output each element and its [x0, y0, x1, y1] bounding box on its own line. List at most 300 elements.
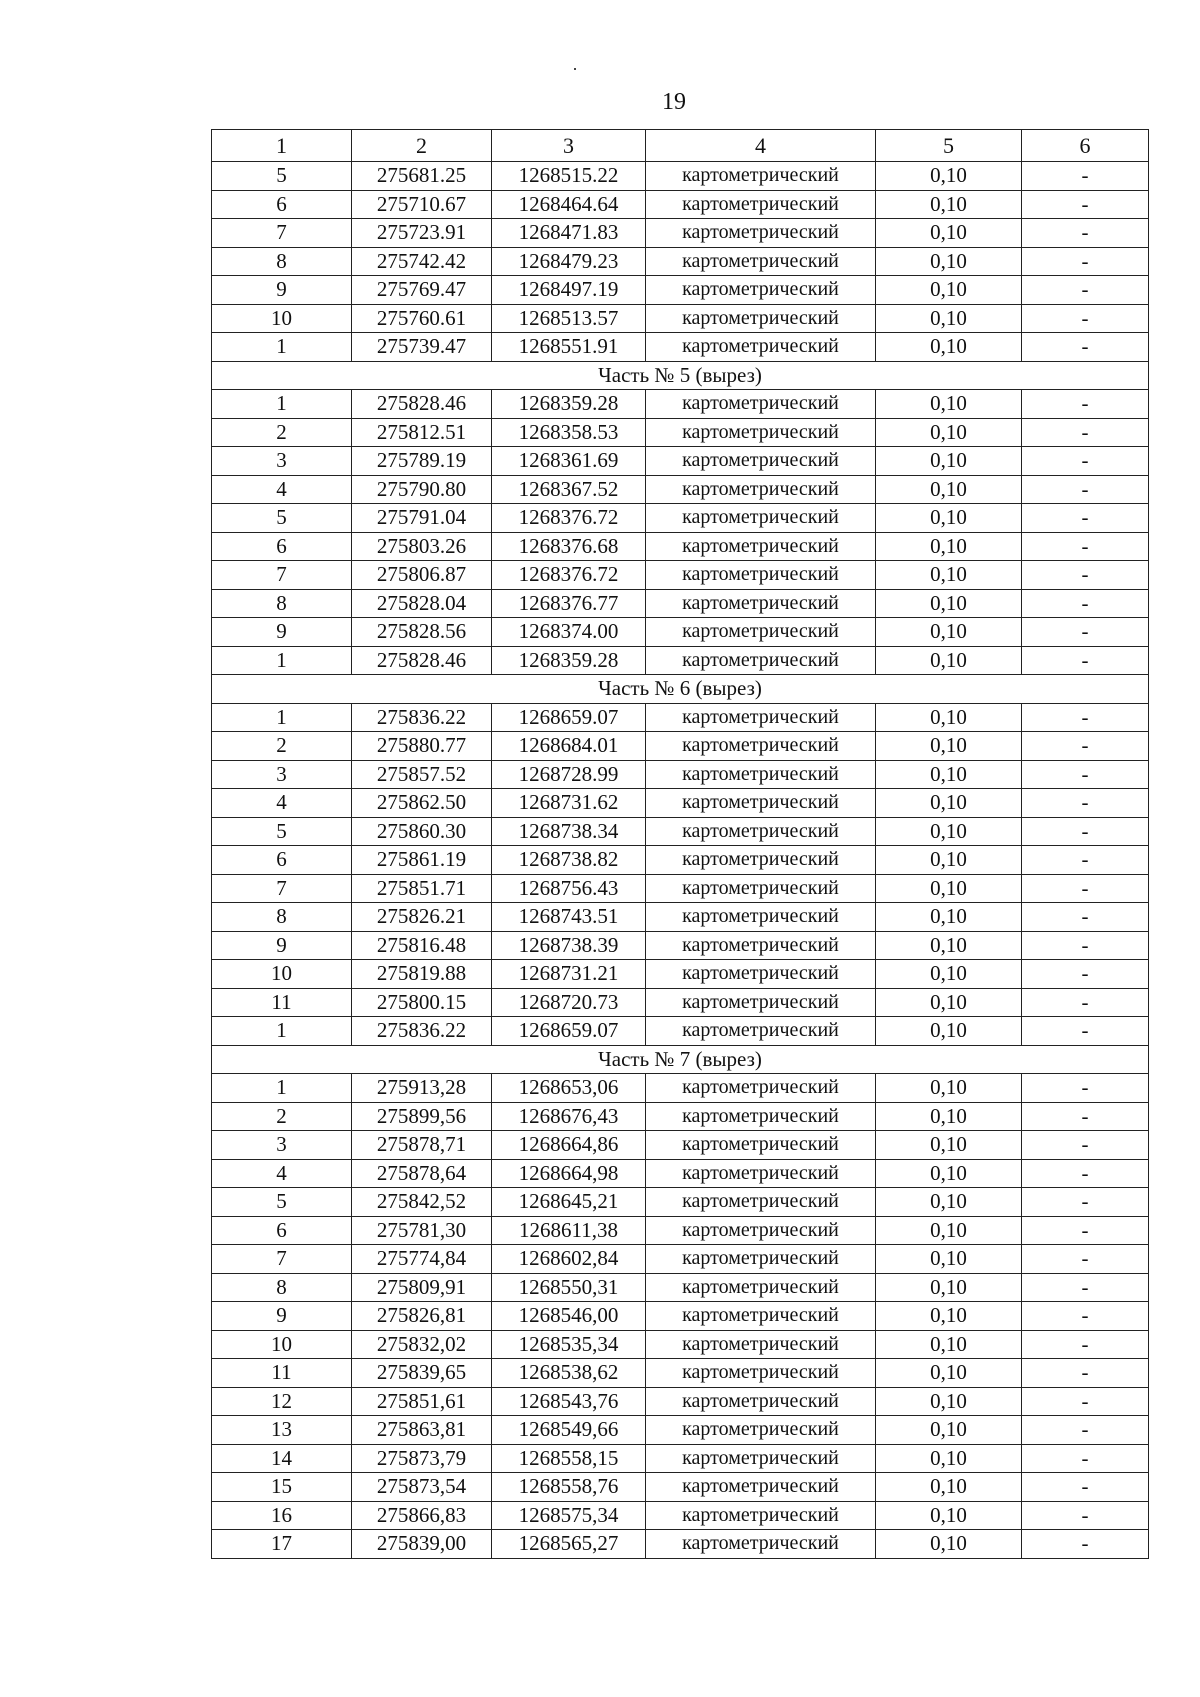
point-number-cell: 9: [212, 931, 352, 960]
method-cell: картометрический: [646, 219, 876, 248]
table-row: [212, 874, 1149, 903]
section-title: Часть № 7 (вырез): [212, 1045, 1149, 1074]
y-coordinate-cell: 1268659.07: [492, 703, 646, 732]
point-number-cell: 7: [212, 874, 352, 903]
point-number-cell: 3: [212, 447, 352, 476]
x-coordinate-cell: 275791.04: [352, 504, 492, 533]
method-cell: картометрический: [646, 1131, 876, 1160]
table-row: [212, 1216, 1149, 1245]
accuracy-cell: 0,10: [876, 789, 1022, 818]
description-cell: -: [1022, 1017, 1149, 1046]
table-row: [212, 162, 1149, 191]
x-coordinate-cell: 275873,79: [352, 1444, 492, 1473]
x-coordinate-cell: 275851.71: [352, 874, 492, 903]
x-coordinate-cell: 275742.42: [352, 247, 492, 276]
method-cell: картометрический: [646, 276, 876, 305]
point-number-cell: 16: [212, 1501, 352, 1530]
point-number-cell: 5: [212, 1188, 352, 1217]
x-coordinate-cell: 275812.51: [352, 418, 492, 447]
y-coordinate-cell: 1268464.64: [492, 190, 646, 219]
point-number-cell: 8: [212, 589, 352, 618]
description-cell: -: [1022, 447, 1149, 476]
description-cell: -: [1022, 874, 1149, 903]
table-row: [212, 1159, 1149, 1188]
table-row: [212, 1359, 1149, 1388]
x-coordinate-cell: 275861.19: [352, 846, 492, 875]
point-number-cell: 13: [212, 1416, 352, 1445]
table-row: [212, 618, 1149, 647]
table-row: [212, 475, 1149, 504]
point-number-cell: 7: [212, 1245, 352, 1274]
table-row: [212, 190, 1149, 219]
header-cell: 3: [492, 130, 646, 162]
x-coordinate-cell: 275828.46: [352, 390, 492, 419]
table-row: [212, 418, 1149, 447]
table-row: [212, 1416, 1149, 1445]
y-coordinate-cell: 1268543,76: [492, 1387, 646, 1416]
table-row: [212, 247, 1149, 276]
x-coordinate-cell: 275826,81: [352, 1302, 492, 1331]
x-coordinate-cell: 275913,28: [352, 1074, 492, 1103]
accuracy-cell: 0,10: [876, 1102, 1022, 1131]
y-coordinate-cell: 1268731.21: [492, 960, 646, 989]
y-coordinate-cell: 1268551.91: [492, 333, 646, 362]
point-number-cell: 8: [212, 903, 352, 932]
point-number-cell: 11: [212, 988, 352, 1017]
point-number-cell: 5: [212, 162, 352, 191]
y-coordinate-cell: 1268728.99: [492, 760, 646, 789]
y-coordinate-cell: 1268361.69: [492, 447, 646, 476]
description-cell: -: [1022, 646, 1149, 675]
description-cell: -: [1022, 1273, 1149, 1302]
x-coordinate-cell: 275781,30: [352, 1216, 492, 1245]
description-cell: -: [1022, 1131, 1149, 1160]
accuracy-cell: 0,10: [876, 561, 1022, 590]
method-cell: картометрический: [646, 1273, 876, 1302]
x-coordinate-cell: 275866,83: [352, 1501, 492, 1530]
y-coordinate-cell: 1268743.51: [492, 903, 646, 932]
y-coordinate-cell: 1268479.23: [492, 247, 646, 276]
point-number-cell: 5: [212, 504, 352, 533]
accuracy-cell: 0,10: [876, 532, 1022, 561]
point-number-cell: 1: [212, 333, 352, 362]
table-row: [212, 532, 1149, 561]
accuracy-cell: 0,10: [876, 504, 1022, 533]
x-coordinate-cell: 275873,54: [352, 1473, 492, 1502]
y-coordinate-cell: 1268513.57: [492, 304, 646, 333]
method-cell: картометрический: [646, 561, 876, 590]
header-cell: 1: [212, 130, 352, 162]
y-coordinate-cell: 1268653,06: [492, 1074, 646, 1103]
table-row: [212, 589, 1149, 618]
section-title: Часть № 6 (вырез): [212, 675, 1149, 704]
x-coordinate-cell: 275836.22: [352, 703, 492, 732]
description-cell: -: [1022, 732, 1149, 761]
description-cell: -: [1022, 219, 1149, 248]
table-row: [212, 1017, 1149, 1046]
point-number-cell: 8: [212, 247, 352, 276]
table-row: [212, 903, 1149, 932]
y-coordinate-cell: 1268374.00: [492, 618, 646, 647]
accuracy-cell: 0,10: [876, 903, 1022, 932]
table-row: [212, 304, 1149, 333]
point-number-cell: 8: [212, 1273, 352, 1302]
accuracy-cell: 0,10: [876, 1473, 1022, 1502]
page-number: 19: [662, 89, 686, 115]
point-number-cell: 1: [212, 1017, 352, 1046]
table-row: [212, 276, 1149, 305]
description-cell: -: [1022, 247, 1149, 276]
point-number-cell: 6: [212, 532, 352, 561]
description-cell: -: [1022, 561, 1149, 590]
x-coordinate-cell: 275862.50: [352, 789, 492, 818]
table-row: [212, 1330, 1149, 1359]
description-cell: -: [1022, 1359, 1149, 1388]
accuracy-cell: 0,10: [876, 1387, 1022, 1416]
description-cell: -: [1022, 333, 1149, 362]
y-coordinate-cell: 1268376.72: [492, 561, 646, 590]
x-coordinate-cell: 275769.47: [352, 276, 492, 305]
y-coordinate-cell: 1268575,34: [492, 1501, 646, 1530]
y-coordinate-cell: 1268535,34: [492, 1330, 646, 1359]
accuracy-cell: 0,10: [876, 618, 1022, 647]
accuracy-cell: 0,10: [876, 1017, 1022, 1046]
description-cell: -: [1022, 988, 1149, 1017]
point-number-cell: 6: [212, 846, 352, 875]
table-row: [212, 1102, 1149, 1131]
section-title-row: [212, 675, 1149, 704]
method-cell: картометрический: [646, 903, 876, 932]
point-number-cell: 6: [212, 190, 352, 219]
point-number-cell: 2: [212, 732, 352, 761]
table-row: [212, 960, 1149, 989]
method-cell: картометрический: [646, 618, 876, 647]
description-cell: -: [1022, 1473, 1149, 1502]
y-coordinate-cell: 1268731.62: [492, 789, 646, 818]
header-cell: 5: [876, 130, 1022, 162]
y-coordinate-cell: 1268549,66: [492, 1416, 646, 1445]
header-cell: 4: [646, 130, 876, 162]
accuracy-cell: 0,10: [876, 960, 1022, 989]
method-cell: картометрический: [646, 1501, 876, 1530]
description-cell: -: [1022, 1188, 1149, 1217]
method-cell: картометрический: [646, 190, 876, 219]
accuracy-cell: 0,10: [876, 732, 1022, 761]
accuracy-cell: 0,10: [876, 1273, 1022, 1302]
table-row: [212, 703, 1149, 732]
description-cell: -: [1022, 276, 1149, 305]
accuracy-cell: 0,10: [876, 1245, 1022, 1274]
point-number-cell: 9: [212, 1302, 352, 1331]
method-cell: картометрический: [646, 1102, 876, 1131]
accuracy-cell: 0,10: [876, 333, 1022, 362]
x-coordinate-cell: 275789.19: [352, 447, 492, 476]
point-number-cell: 11: [212, 1359, 352, 1388]
method-cell: картометрический: [646, 1302, 876, 1331]
method-cell: картометрический: [646, 646, 876, 675]
description-cell: -: [1022, 789, 1149, 818]
method-cell: картометрический: [646, 475, 876, 504]
accuracy-cell: 0,10: [876, 447, 1022, 476]
accuracy-cell: 0,10: [876, 846, 1022, 875]
table-row: [212, 1245, 1149, 1274]
point-number-cell: 14: [212, 1444, 352, 1473]
method-cell: картометрический: [646, 732, 876, 761]
method-cell: картометрический: [646, 1416, 876, 1445]
method-cell: картометрический: [646, 447, 876, 476]
table-row: [212, 760, 1149, 789]
description-cell: -: [1022, 1530, 1149, 1559]
y-coordinate-cell: 1268738.39: [492, 931, 646, 960]
x-coordinate-cell: 275774,84: [352, 1245, 492, 1274]
accuracy-cell: 0,10: [876, 760, 1022, 789]
description-cell: -: [1022, 1302, 1149, 1331]
description-cell: -: [1022, 760, 1149, 789]
x-coordinate-cell: 275878,64: [352, 1159, 492, 1188]
x-coordinate-cell: 275760.61: [352, 304, 492, 333]
description-cell: -: [1022, 618, 1149, 647]
accuracy-cell: 0,10: [876, 646, 1022, 675]
x-coordinate-cell: 275839,65: [352, 1359, 492, 1388]
accuracy-cell: 0,10: [876, 475, 1022, 504]
description-cell: -: [1022, 1387, 1149, 1416]
method-cell: картометрический: [646, 817, 876, 846]
description-cell: -: [1022, 1216, 1149, 1245]
table-row: [212, 646, 1149, 675]
method-cell: картометрический: [646, 1074, 876, 1103]
method-cell: картометрический: [646, 1245, 876, 1274]
y-coordinate-cell: 1268367.52: [492, 475, 646, 504]
y-coordinate-cell: 1268738.34: [492, 817, 646, 846]
description-cell: -: [1022, 190, 1149, 219]
method-cell: картометрический: [646, 1530, 876, 1559]
method-cell: картометрический: [646, 304, 876, 333]
method-cell: картометрический: [646, 162, 876, 191]
accuracy-cell: 0,10: [876, 190, 1022, 219]
point-number-cell: 6: [212, 1216, 352, 1245]
table-row: [212, 846, 1149, 875]
description-cell: -: [1022, 1074, 1149, 1103]
description-cell: -: [1022, 960, 1149, 989]
y-coordinate-cell: 1268664,98: [492, 1159, 646, 1188]
x-coordinate-cell: 275880.77: [352, 732, 492, 761]
table-row: [212, 1530, 1149, 1559]
x-coordinate-cell: 275863,81: [352, 1416, 492, 1445]
point-number-cell: 1: [212, 390, 352, 419]
coordinates-table: [211, 129, 1149, 1559]
x-coordinate-cell: 275851,61: [352, 1387, 492, 1416]
point-number-cell: 9: [212, 618, 352, 647]
y-coordinate-cell: 1268358.53: [492, 418, 646, 447]
method-cell: картометрический: [646, 960, 876, 989]
y-coordinate-cell: 1268376.68: [492, 532, 646, 561]
point-number-cell: 17: [212, 1530, 352, 1559]
x-coordinate-cell: 275826.21: [352, 903, 492, 932]
accuracy-cell: 0,10: [876, 589, 1022, 618]
accuracy-cell: 0,10: [876, 1188, 1022, 1217]
y-coordinate-cell: 1268602,84: [492, 1245, 646, 1274]
y-coordinate-cell: 1268515.22: [492, 162, 646, 191]
point-number-cell: 7: [212, 219, 352, 248]
method-cell: картометрический: [646, 703, 876, 732]
table-row: [212, 1444, 1149, 1473]
y-coordinate-cell: 1268376.77: [492, 589, 646, 618]
y-coordinate-cell: 1268676,43: [492, 1102, 646, 1131]
method-cell: картометрический: [646, 504, 876, 533]
description-cell: -: [1022, 304, 1149, 333]
point-number-cell: 4: [212, 789, 352, 818]
x-coordinate-cell: 275723.91: [352, 219, 492, 248]
accuracy-cell: 0,10: [876, 1530, 1022, 1559]
accuracy-cell: 0,10: [876, 1131, 1022, 1160]
point-number-cell: 4: [212, 1159, 352, 1188]
x-coordinate-cell: 275681.25: [352, 162, 492, 191]
y-coordinate-cell: 1268756.43: [492, 874, 646, 903]
point-number-cell: 4: [212, 475, 352, 504]
table-row: [212, 1273, 1149, 1302]
description-cell: -: [1022, 162, 1149, 191]
y-coordinate-cell: 1268546,00: [492, 1302, 646, 1331]
y-coordinate-cell: 1268659.07: [492, 1017, 646, 1046]
y-coordinate-cell: 1268664,86: [492, 1131, 646, 1160]
method-cell: картометрический: [646, 532, 876, 561]
y-coordinate-cell: 1268359.28: [492, 390, 646, 419]
description-cell: -: [1022, 1159, 1149, 1188]
description-cell: -: [1022, 475, 1149, 504]
description-cell: -: [1022, 817, 1149, 846]
y-coordinate-cell: 1268359.28: [492, 646, 646, 675]
description-cell: -: [1022, 532, 1149, 561]
table-row: [212, 561, 1149, 590]
method-cell: картометрический: [646, 760, 876, 789]
point-number-cell: 3: [212, 1131, 352, 1160]
y-coordinate-cell: 1268538,62: [492, 1359, 646, 1388]
x-coordinate-cell: 275819.88: [352, 960, 492, 989]
x-coordinate-cell: 275832,02: [352, 1330, 492, 1359]
x-coordinate-cell: 275790.80: [352, 475, 492, 504]
description-cell: -: [1022, 418, 1149, 447]
method-cell: картометрический: [646, 390, 876, 419]
y-coordinate-cell: 1268738.82: [492, 846, 646, 875]
x-coordinate-cell: 275828.04: [352, 589, 492, 618]
accuracy-cell: 0,10: [876, 219, 1022, 248]
method-cell: картометрический: [646, 1387, 876, 1416]
x-coordinate-cell: 275809,91: [352, 1273, 492, 1302]
table-row: [212, 732, 1149, 761]
point-number-cell: 1: [212, 703, 352, 732]
table-row: [212, 219, 1149, 248]
method-cell: картометрический: [646, 247, 876, 276]
y-coordinate-cell: 1268550,31: [492, 1273, 646, 1302]
table-row: [212, 1131, 1149, 1160]
y-coordinate-cell: 1268684.01: [492, 732, 646, 761]
method-cell: картометрический: [646, 589, 876, 618]
method-cell: картометрический: [646, 1159, 876, 1188]
accuracy-cell: 0,10: [876, 304, 1022, 333]
description-cell: -: [1022, 504, 1149, 533]
method-cell: картометрический: [646, 874, 876, 903]
y-coordinate-cell: 1268471.83: [492, 219, 646, 248]
x-coordinate-cell: 275828.56: [352, 618, 492, 647]
table-row: [212, 1387, 1149, 1416]
accuracy-cell: 0,10: [876, 162, 1022, 191]
y-coordinate-cell: 1268558,76: [492, 1473, 646, 1502]
description-cell: -: [1022, 390, 1149, 419]
y-coordinate-cell: 1268611,38: [492, 1216, 646, 1245]
method-cell: картометрический: [646, 1444, 876, 1473]
table-row: [212, 1302, 1149, 1331]
accuracy-cell: 0,10: [876, 1074, 1022, 1103]
method-cell: картометрический: [646, 333, 876, 362]
x-coordinate-cell: 275803.26: [352, 532, 492, 561]
method-cell: картометрический: [646, 418, 876, 447]
method-cell: картометрический: [646, 988, 876, 1017]
point-number-cell: 10: [212, 304, 352, 333]
x-coordinate-cell: 275806.87: [352, 561, 492, 590]
header-cell: 6: [1022, 130, 1149, 162]
y-coordinate-cell: 1268645,21: [492, 1188, 646, 1217]
x-coordinate-cell: 275842,52: [352, 1188, 492, 1217]
table-row: [212, 817, 1149, 846]
table-row: [212, 931, 1149, 960]
section-title: Часть № 5 (вырез): [212, 361, 1149, 390]
accuracy-cell: 0,10: [876, 1216, 1022, 1245]
section-title-row: [212, 361, 1149, 390]
accuracy-cell: 0,10: [876, 1444, 1022, 1473]
x-coordinate-cell: 275899,56: [352, 1102, 492, 1131]
point-number-cell: 1: [212, 1074, 352, 1103]
accuracy-cell: 0,10: [876, 276, 1022, 305]
point-number-cell: 2: [212, 418, 352, 447]
method-cell: картометрический: [646, 1330, 876, 1359]
table-row: [212, 333, 1149, 362]
scan-speck: [574, 68, 576, 70]
accuracy-cell: 0,10: [876, 931, 1022, 960]
description-cell: -: [1022, 931, 1149, 960]
description-cell: -: [1022, 1245, 1149, 1274]
coordinates-table-body: [212, 130, 1149, 1559]
method-cell: картометрический: [646, 931, 876, 960]
description-cell: -: [1022, 1444, 1149, 1473]
x-coordinate-cell: 275878,71: [352, 1131, 492, 1160]
x-coordinate-cell: 275828.46: [352, 646, 492, 675]
method-cell: картометрический: [646, 1473, 876, 1502]
y-coordinate-cell: 1268720.73: [492, 988, 646, 1017]
point-number-cell: 3: [212, 760, 352, 789]
table-header-row: [212, 130, 1149, 162]
method-cell: картометрический: [646, 1188, 876, 1217]
y-coordinate-cell: 1268565,27: [492, 1530, 646, 1559]
header-cell: 2: [352, 130, 492, 162]
point-number-cell: 2: [212, 1102, 352, 1131]
x-coordinate-cell: 275860.30: [352, 817, 492, 846]
x-coordinate-cell: 275710.67: [352, 190, 492, 219]
description-cell: -: [1022, 1102, 1149, 1131]
y-coordinate-cell: 1268497.19: [492, 276, 646, 305]
accuracy-cell: 0,10: [876, 988, 1022, 1017]
accuracy-cell: 0,10: [876, 1501, 1022, 1530]
method-cell: картометрический: [646, 1359, 876, 1388]
accuracy-cell: 0,10: [876, 874, 1022, 903]
point-number-cell: 7: [212, 561, 352, 590]
table-row: [212, 1501, 1149, 1530]
point-number-cell: 9: [212, 276, 352, 305]
table-row: [212, 1074, 1149, 1103]
point-number-cell: 15: [212, 1473, 352, 1502]
x-coordinate-cell: 275739.47: [352, 333, 492, 362]
accuracy-cell: 0,10: [876, 418, 1022, 447]
accuracy-cell: 0,10: [876, 1159, 1022, 1188]
